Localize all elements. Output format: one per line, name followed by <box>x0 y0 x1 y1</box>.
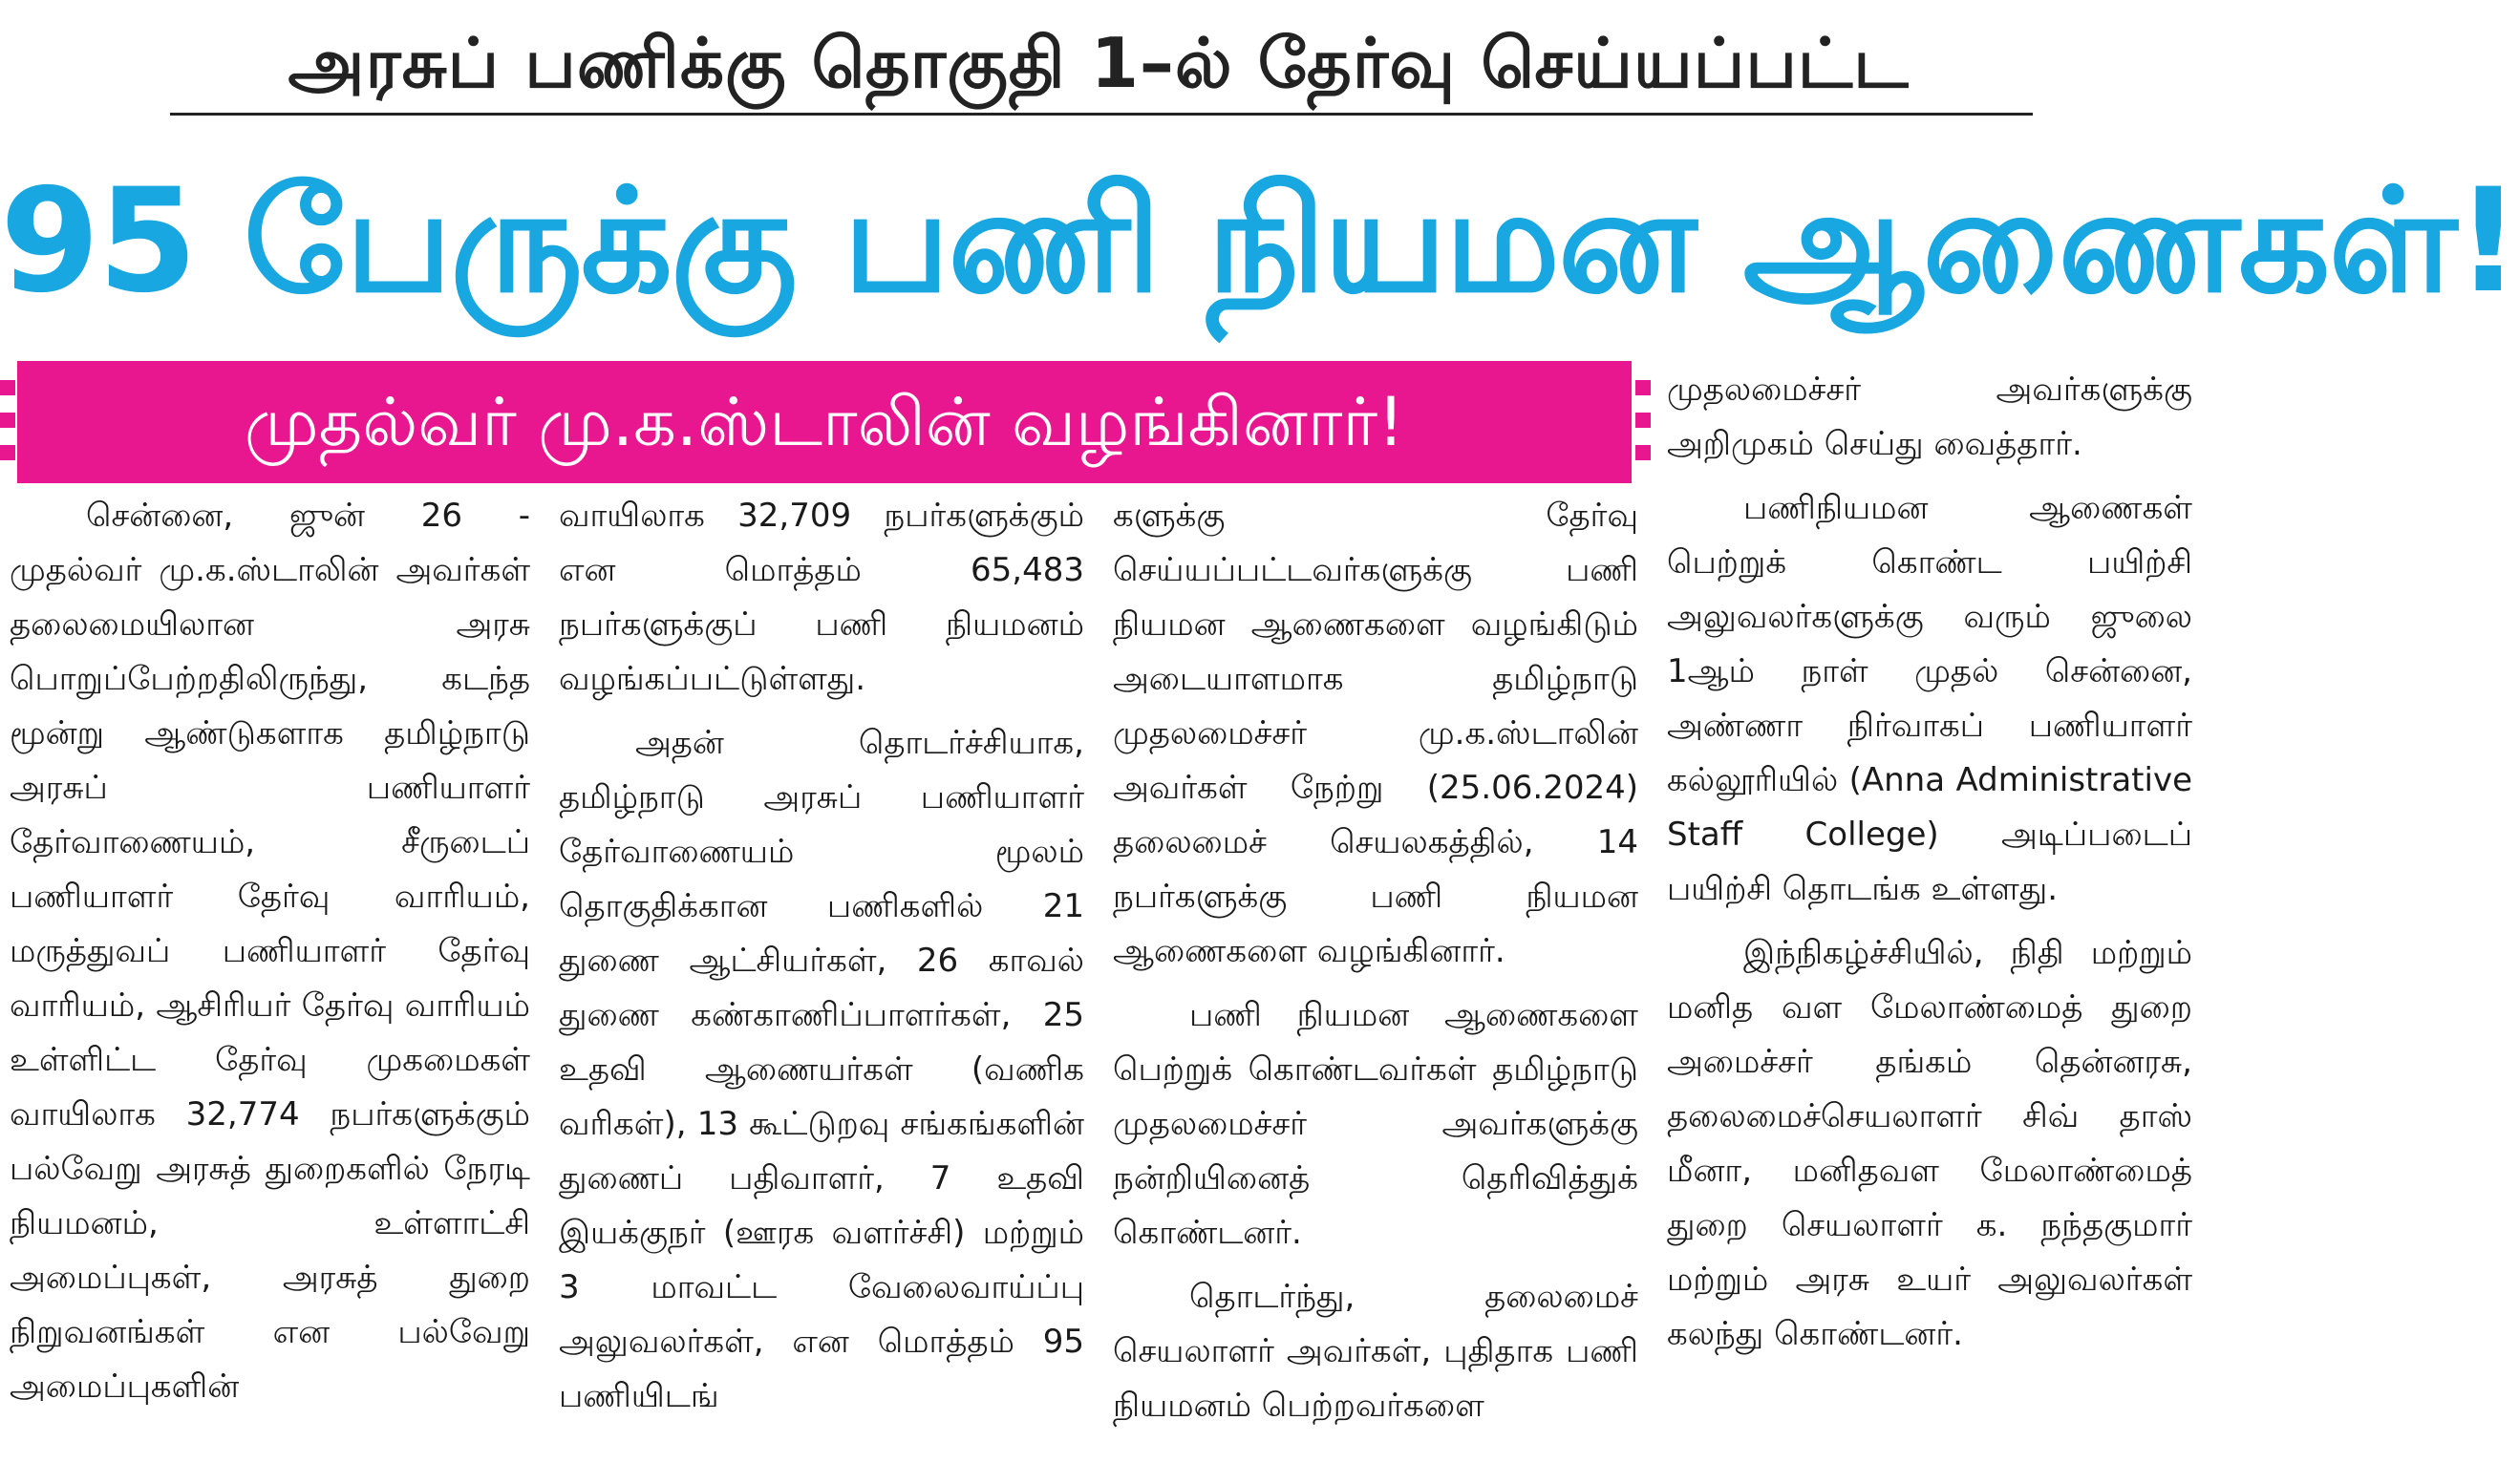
subheadline-text: முதல்வர் மு.க.ஸ்டாலின் வழங்கினார்! <box>244 383 1405 461</box>
column-4-paragraph-2: பணிநியமன ஆணைகள் பெற்றுக் கொண்ட பயிற்சி அலுவலர்களுக்கு வரும் ஜுலை 1ஆம் நாள் முதல் சென்னை, அண்ணா நிர்வாகப் பணியாளர் கல்லூரியில் (Anna Administrative Staff College) அடிப்படைப் பயிற்சி தொடங்க உள்ளது. <box>1667 489 2192 908</box>
banner-dot-left-2 <box>0 413 15 428</box>
banner-dot-right-3 <box>1635 445 1651 460</box>
banner-dot-right-2 <box>1635 413 1651 428</box>
column-3-paragraph-3: தொடர்ந்து, தலைமைச் செயலாளர் அவர்கள், புதிதாக பணி நியமனம் பெற்றவர்களை <box>1113 1278 1638 1425</box>
column-3-paragraph-1: களுக்கு தேர்வு செய்யப்பட்டவர்களுக்கு பணி நியமன ஆணைகளை வழங்கிடும் அடையாளமாக தமிழ்நாடு முதலமைச்சர் மு.க.ஸ்டாலின் அவர்கள் நேற்று (25.06.2024) தலைமைச் செயலகத்தில், 14 நபர்களுக்கு பணி நியமன ஆணைகளை வழங்கினார். <box>1113 497 1638 970</box>
kicker-headline: அரசுப் பணிக்கு தொகுதி 1–ல் தேர்வு செய்யப்பட்ட <box>288 23 1910 103</box>
banner-dot-right-1 <box>1635 380 1651 395</box>
column-4-paragraph-3: இந்நிகழ்ச்சியில், நிதி மற்றும் மனித வள மேலாண்மைத் துறை அமைச்சர் தங்கம் தென்னரசு, தலைமைச்செயலாளர் சிவ் தாஸ் மீனா, மனிதவள மேலாண்மைத் துறை செயலாளர் க. நந்தகுமார் மற்றும் அரசு உயர் அலுவலர்கள் கலந்து கொண்டனர். <box>1667 934 2192 1353</box>
banner-dot-left-1 <box>0 380 15 395</box>
column-4-paragraph-1: முதலமைச்சர் அவர்களுக்கு அறிமுகம் செய்து வைத்தார். <box>1667 371 2192 463</box>
column-3-paragraph-2: பணி நியமன ஆணைகளை பெற்றுக் கொண்டவர்கள் தமிழ்நாடு முதலமைச்சர் அவர்களுக்கு நன்றியினைத் தெரிவித்துக் கொண்டனர். <box>1113 996 1638 1252</box>
article-column-2 <box>559 489 1084 1473</box>
subheadline-banner <box>17 361 1632 483</box>
column-1-paragraph-1: சென்னை, ஜுன் 26 - முதல்வர் மு.க.ஸ்டாலின் அவர்கள் தலைமையிலான அரசு பொறுப்பேற்றதிலிருந்து, கடந்த மூன்று ஆண்டுகளாக தமிழ்நாடு அரசுப் பணியாளர் தேர்வாணையம், சீருடைப் பணியாளர் தேர்வு வாரியம், மருத்துவப் பணியாளர் தேர்வு வாரியம், ஆசிரியர் தேர்வு வாரியம் உள்ளிட்ட தேர்வு முகமைகள் வாயிலாக 32,774 நபர்களுக்கும் பல்வேறு அரசுத் துறைகளில் நேரடி நியமனம், உள்ளாட்சி அமைப்புகள், அரசுத் துறை நிறுவனங்கள் என பல்வேறு அமைப்புகளின் <box>10 497 530 1406</box>
column-2-paragraph-1: வாயிலாக 32,709 நபர்களுக்கும் என மொத்தம் 65,483 நபர்களுக்குப் பணி நியமனம் வழங்கப்பட்டுள்ளது. <box>559 497 1084 698</box>
main-headline: 95 பேருக்கு பணி நியமன ஆணைகள்! <box>0 159 2519 325</box>
kicker-rule <box>170 113 2033 116</box>
banner-dot-left-3 <box>0 445 15 460</box>
column-2-paragraph-2: அதன் தொடர்ச்சியாக, தமிழ்நாடு அரசுப் பணியாளர் தேர்வாணையம் மூலம் தொகுதிக்கான பணிகளில் 21 துணை ஆட்சியர்கள், 26 காவல் துணை கண்காணிப்பாளர்கள், 25 உதவி ஆணையர்கள் (வணிக வரிகள்), 13 கூட்டுறவு சங்கங்களின் துணைப் பதிவாளர், 7 உதவி இயக்குநர் (ஊரக வளர்ச்சி) மற்றும் 3 மாவட்ட வேலைவாய்ப்பு அலுவலர்கள், என மொத்தம் 95 பணியிடங் <box>559 724 1084 1415</box>
article-column-3 <box>1113 489 1638 1473</box>
article-column-1 <box>10 489 530 1473</box>
article-column-4 <box>1667 363 2192 1471</box>
